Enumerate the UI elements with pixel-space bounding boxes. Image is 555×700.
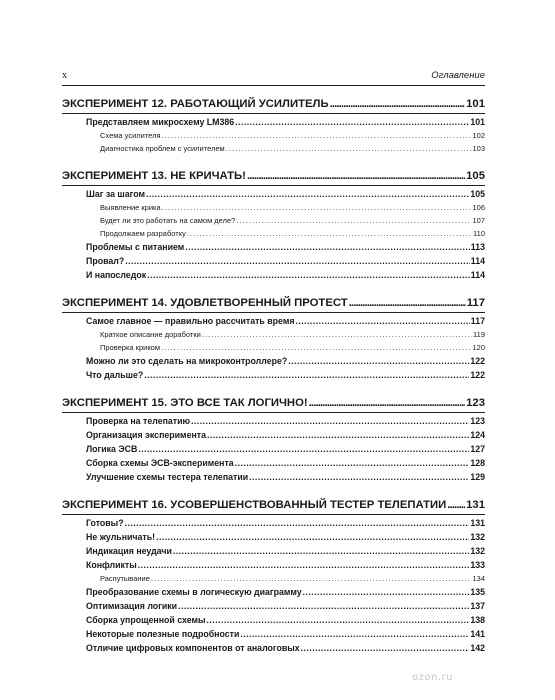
subsection-entry[interactable] [62, 328, 485, 341]
chapter-title: ЭКСПЕРИМЕНТ 14. УДОВЛЕТВОРЕННЫЙ ПРОТЕСТ [62, 297, 348, 309]
dot-leader [288, 354, 469, 368]
entry-title: Провал? [86, 256, 125, 266]
entry-title: Представляем микросхему LM386 [86, 117, 235, 127]
dot-leader [125, 254, 470, 268]
dot-leader [125, 516, 470, 530]
section-entry[interactable] [62, 354, 485, 368]
entry-page-number: 131 [470, 518, 485, 528]
chapter-page-number: 101 [466, 98, 485, 110]
section-entry[interactable] [62, 442, 485, 456]
entry-title: Организация эксперимента [86, 430, 206, 440]
entry-title: Распутывание [100, 574, 150, 583]
dot-leader [185, 240, 470, 254]
dot-leader [187, 227, 472, 240]
dot-leader [295, 314, 469, 328]
entry-title: Проверка криком [100, 343, 161, 352]
entry-title: Логика ЭСВ [86, 444, 138, 454]
entry-page-number: 129 [470, 472, 485, 482]
entry-title: Конфликты [86, 560, 137, 570]
chapter-title-row[interactable] [62, 96, 485, 112]
entry-page-number: 114 [470, 256, 485, 266]
entry-title: Преобразование схемы в логическую диаграмму [86, 587, 302, 597]
entry-title: Краткое описание доработки [100, 330, 201, 339]
entry-title: Не жульничать! [86, 532, 156, 542]
dot-leader [240, 627, 469, 641]
entry-page-number: 127 [470, 444, 485, 454]
entry-page-number: 142 [470, 643, 485, 653]
chapter-title-row[interactable] [62, 497, 485, 513]
dot-leader [207, 613, 470, 627]
chapter [62, 395, 485, 484]
table-of-contents [62, 96, 485, 655]
section-entry[interactable] [62, 368, 485, 382]
entry-title: Что дальше? [86, 370, 144, 380]
chapter [62, 168, 485, 282]
dot-leader [151, 572, 472, 585]
subsection-entry[interactable] [62, 341, 485, 354]
dot-leader [173, 544, 469, 558]
running-header-title: Оглавление [431, 70, 485, 81]
dot-leader [178, 599, 469, 613]
entry-title: Диагностика проблем с усилителем [100, 144, 225, 153]
subsection-entry[interactable] [62, 129, 485, 142]
subsection-entry[interactable] [62, 142, 485, 155]
entry-page-number: 114 [470, 270, 485, 280]
chapter-gap [62, 382, 485, 395]
section-entry[interactable] [62, 314, 485, 328]
dot-leader [144, 368, 469, 382]
chapter-rule [62, 113, 485, 114]
dot-leader [162, 129, 472, 142]
section-entry[interactable] [62, 187, 485, 201]
entry-page-number: 110 [473, 229, 485, 238]
entry-page-number: 141 [470, 629, 485, 639]
entry-title: Продолжаем разработку [100, 229, 186, 238]
entry-title: И напоследок [86, 270, 147, 280]
entry-page-number: 107 [472, 216, 485, 225]
entry-title: Оптимизация логики [86, 601, 178, 611]
entry-title: Выявление крика [100, 203, 161, 212]
dot-leader [146, 187, 469, 201]
section-entry[interactable] [62, 599, 485, 613]
entry-page-number: 128 [470, 458, 485, 468]
entry-page-number: 120 [472, 343, 485, 352]
dot-leader [235, 115, 469, 129]
dot-leader [235, 456, 470, 470]
section-entry[interactable] [62, 613, 485, 627]
entry-page-number: 137 [470, 601, 485, 611]
dot-leader [349, 295, 466, 311]
entry-page-number: 102 [472, 131, 485, 140]
section-entry[interactable] [62, 516, 485, 530]
entry-page-number: 124 [470, 430, 485, 440]
entry-page-number: 122 [470, 370, 485, 380]
subsection-entry[interactable] [62, 214, 485, 227]
dot-leader [236, 214, 471, 227]
entry-title: Будет ли это работать на самом деле? [100, 216, 236, 225]
entry-title: Шаг за шагом [86, 189, 145, 199]
chapter-gap [62, 282, 485, 295]
entry-page-number: 117 [470, 316, 485, 326]
entry-title: Самое главное — правильно рассчитать время [86, 316, 295, 326]
dot-leader [162, 201, 472, 214]
dot-leader [226, 142, 472, 155]
section-entry[interactable] [62, 115, 485, 129]
chapter-title-row[interactable] [62, 395, 485, 411]
dot-leader [330, 96, 466, 112]
section-entry[interactable] [62, 544, 485, 558]
entry-page-number: 134 [472, 574, 485, 583]
dot-leader [207, 428, 469, 442]
chapter-gap [62, 155, 485, 168]
chapter [62, 96, 485, 155]
entry-title: Сборка схемы ЭСВ-эксперимента [86, 458, 234, 468]
entry-title: Отличие цифровых компонентов от аналоговых [86, 643, 300, 653]
section-entry[interactable] [62, 254, 485, 268]
entry-page-number: 135 [470, 587, 485, 597]
chapter-rule [62, 412, 485, 413]
chapter [62, 295, 485, 382]
section-entry[interactable] [62, 530, 485, 544]
section-entry[interactable] [62, 585, 485, 599]
chapter-title: ЭКСПЕРИМЕНТ 16. УСОВЕРШЕНСТВОВАННЫЙ ТЕСТЕР ТЕЛЕПАТИИ [62, 499, 447, 511]
chapter-rule [62, 514, 485, 515]
entry-page-number: 119 [473, 330, 485, 339]
section-entry[interactable] [62, 456, 485, 470]
entry-page-number: 138 [470, 615, 485, 625]
dot-leader [247, 168, 465, 184]
entry-page-number: 132 [470, 532, 485, 542]
chapter-gap [62, 484, 485, 497]
chapter-page-number: 117 [466, 297, 485, 309]
running-header [62, 70, 485, 84]
chapter-page-number: 105 [466, 170, 485, 182]
entry-page-number: 105 [470, 189, 485, 199]
dot-leader [301, 641, 470, 655]
entry-page-number: 101 [470, 117, 485, 127]
entry-page-number: 123 [470, 416, 485, 426]
dot-leader [138, 558, 470, 572]
entry-page-number: 106 [472, 203, 485, 212]
chapter-title: ЭКСПЕРИМЕНТ 15. ЭТО ВСЕ ТАК ЛОГИЧНО! [62, 397, 308, 409]
chapter-title-row[interactable] [62, 168, 485, 184]
entry-page-number: 133 [470, 560, 485, 570]
entry-page-number: 103 [472, 144, 485, 153]
section-entry[interactable] [62, 268, 485, 282]
dot-leader [161, 341, 471, 354]
section-entry[interactable] [62, 240, 485, 254]
dot-leader [447, 497, 465, 513]
dot-leader [147, 268, 470, 282]
subsection-entry[interactable] [62, 572, 485, 585]
dot-leader [191, 414, 469, 428]
section-entry[interactable] [62, 414, 485, 428]
section-entry[interactable] [62, 470, 485, 484]
dot-leader [156, 530, 469, 544]
entry-title: Некоторые полезные подробности [86, 629, 240, 639]
entry-title: Сборка упрощенной схемы [86, 615, 206, 625]
entry-title: Готовы? [86, 518, 124, 528]
header-rule [62, 85, 485, 86]
section-entry[interactable] [62, 558, 485, 572]
chapter-title-row[interactable] [62, 295, 485, 311]
entry-title: Проверка на телепатию [86, 416, 191, 426]
subsection-entry[interactable] [62, 201, 485, 214]
entry-title: Проблемы с питанием [86, 242, 185, 252]
subsection-entry[interactable] [62, 227, 485, 240]
entry-title: Можно ли это сделать на микроконтроллере? [86, 356, 288, 366]
dot-leader [249, 470, 469, 484]
section-entry[interactable] [62, 641, 485, 655]
entry-title: Схема усилителя [100, 131, 161, 140]
dot-leader [202, 328, 472, 341]
section-entry[interactable] [62, 428, 485, 442]
entry-page-number: 113 [470, 242, 485, 252]
chapter-title: ЭКСПЕРИМЕНТ 13. НЕ КРИЧАТЬ! [62, 170, 246, 182]
entry-title: Улучшение схемы тестера телепатии [86, 472, 249, 482]
chapter-page-number: 123 [466, 397, 485, 409]
chapter [62, 497, 485, 655]
entry-page-number: 122 [470, 356, 485, 366]
watermark: ozon.ru [412, 672, 453, 683]
chapter-page-number: 131 [466, 499, 485, 511]
dot-leader [309, 395, 466, 411]
entry-page-number: 132 [470, 546, 485, 556]
dot-leader [303, 585, 470, 599]
page-number-roman: x [62, 70, 67, 81]
section-entry[interactable] [62, 627, 485, 641]
dot-leader [138, 442, 469, 456]
chapter-title: ЭКСПЕРИМЕНТ 12. РАБОТАЮЩИЙ УСИЛИТЕЛЬ [62, 98, 329, 110]
entry-title: Индикация неудачи [86, 546, 172, 556]
chapter-rule [62, 185, 485, 186]
chapter-rule [62, 312, 485, 313]
